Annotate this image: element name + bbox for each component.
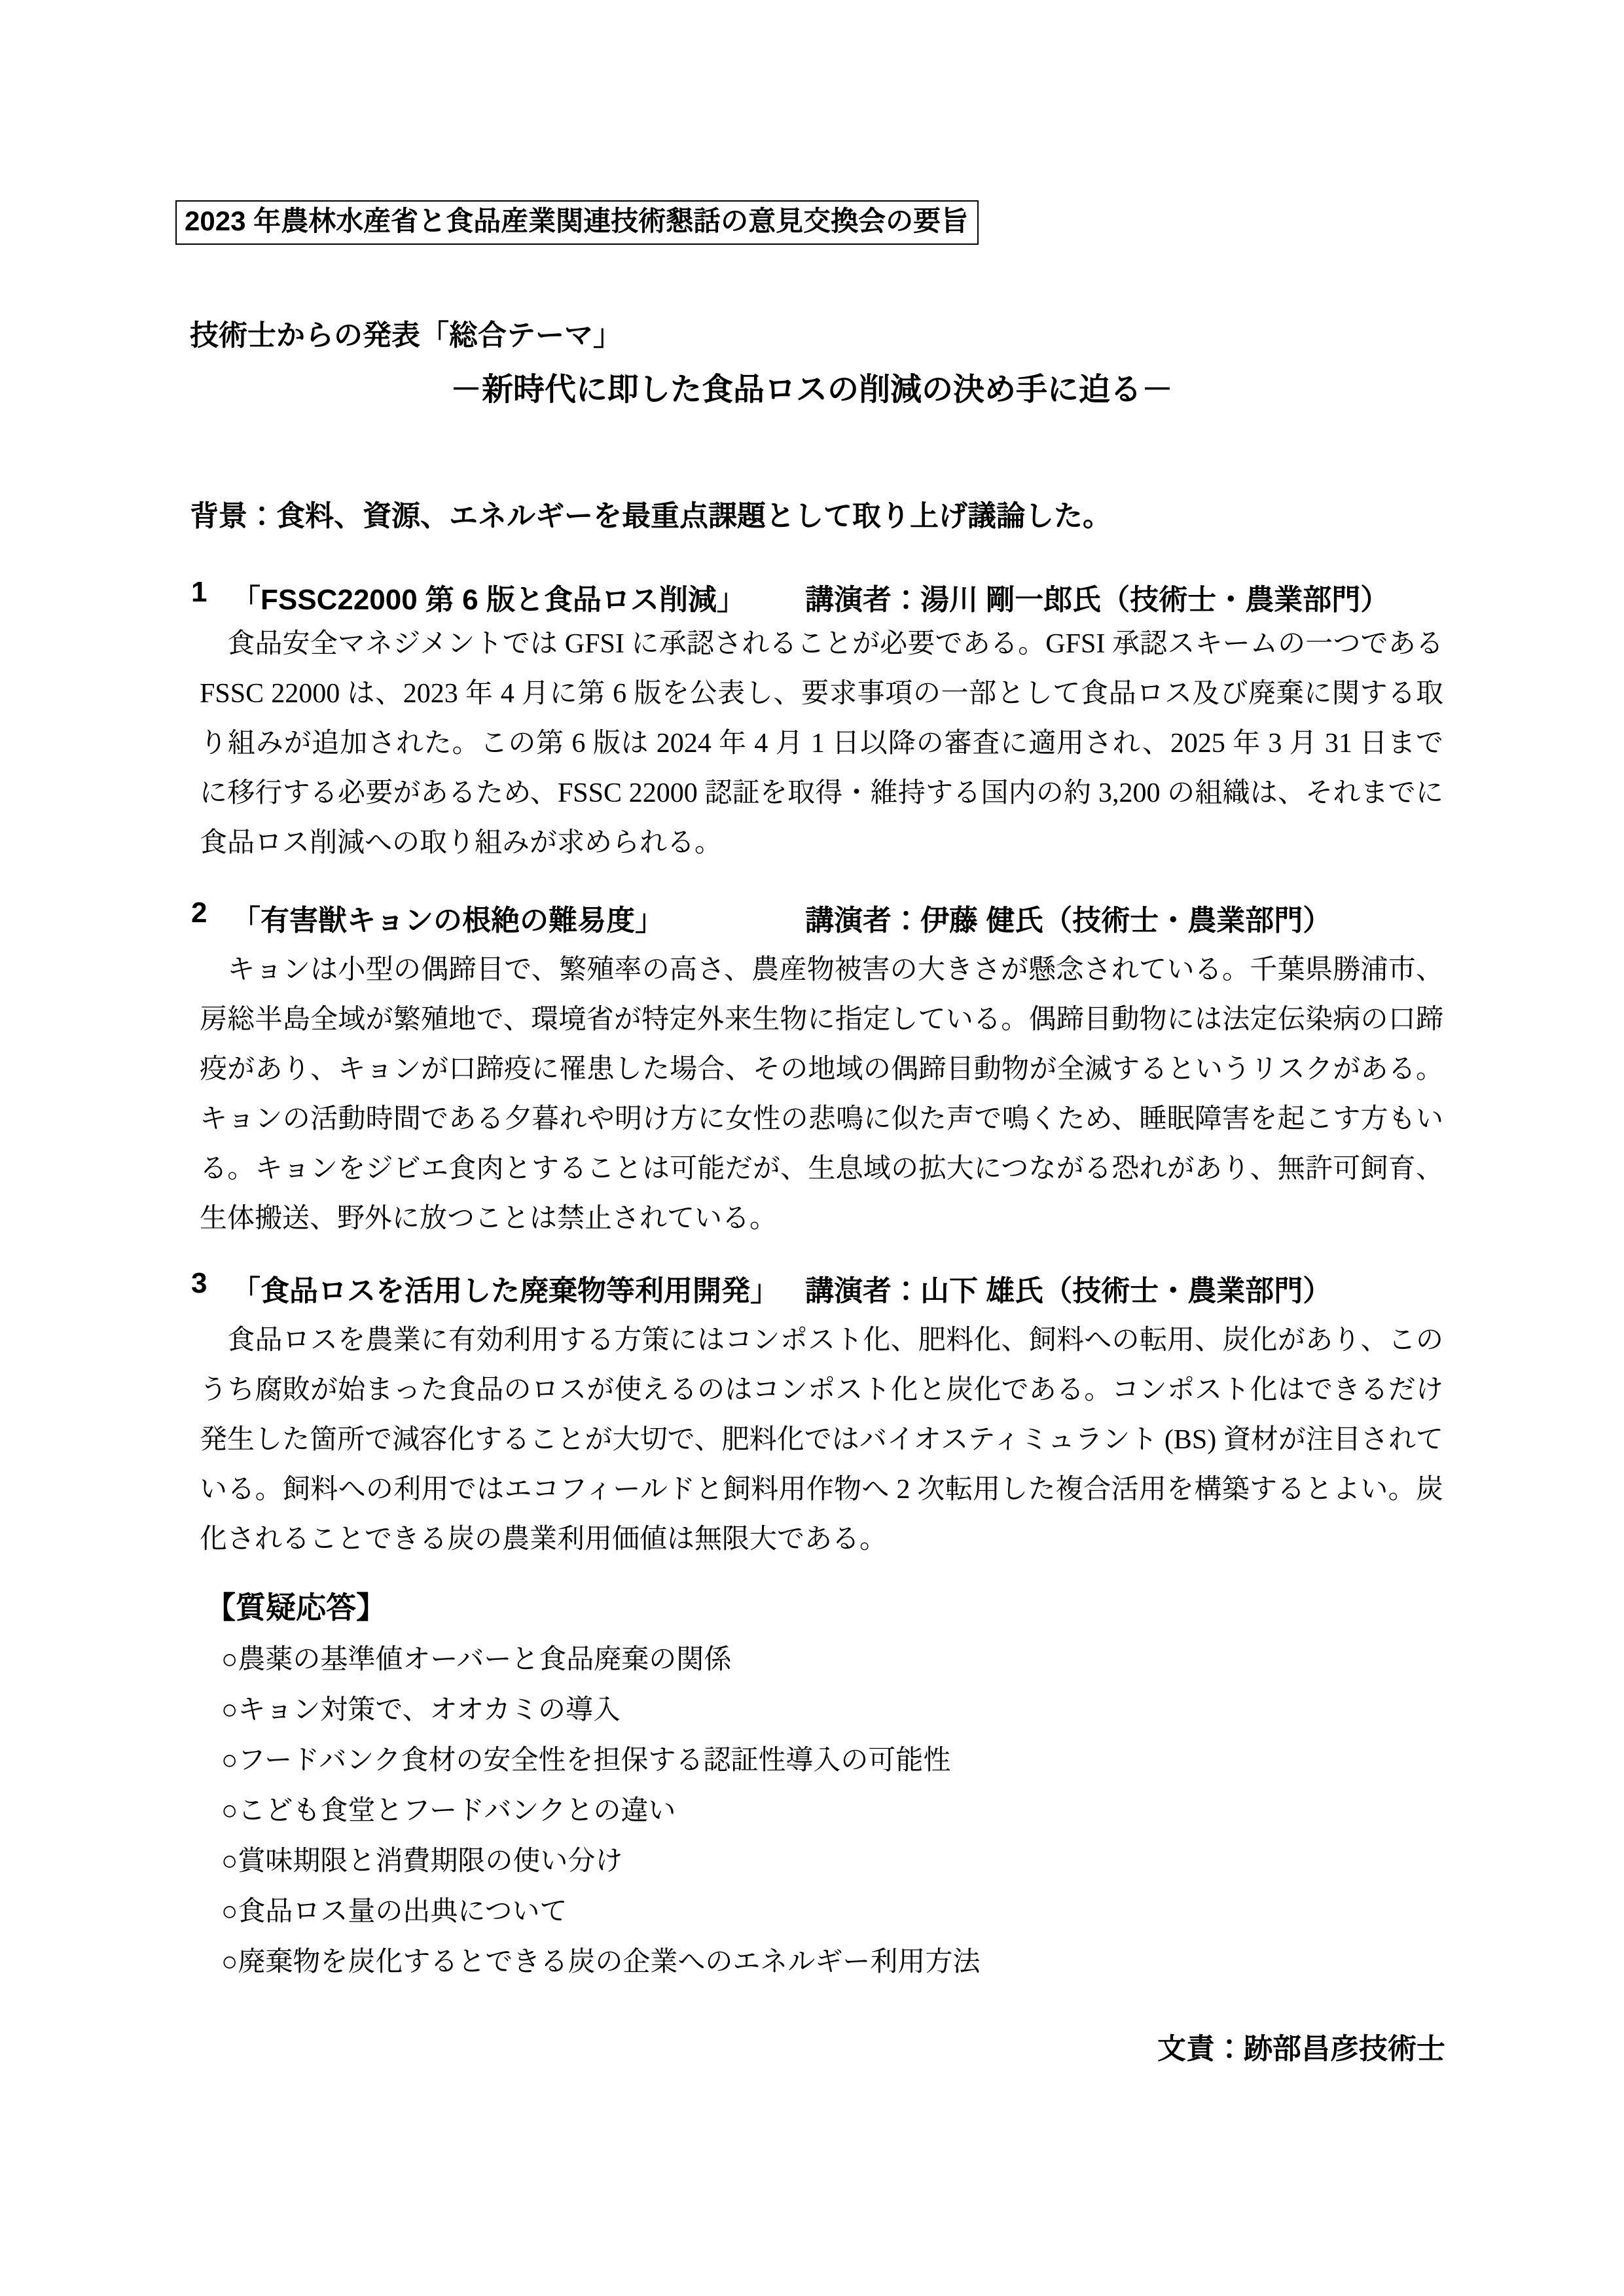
section-1-title: 「FSSC22000 第 6 版と食品ロス削減」 — [232, 584, 746, 616]
section-1-number: 1 — [191, 576, 208, 608]
qa-item: ○廃棄物を炭化するとできる炭の企業へのエネルギー利用方法 — [221, 1947, 981, 1977]
background-statement: 背景：食料、資源、エネルギーを最重点課題として取り上げ議論した。 — [190, 500, 1111, 532]
section-3-heading — [191, 1267, 1331, 1309]
qa-item: ○農薬の基準値オーバーと食品廃棄の関係 — [221, 1645, 732, 1675]
theme-subtitle: －新時代に即した食品ロスの削減の決め手に迫る－ — [450, 372, 1173, 407]
qa-item: ○キョン対策で、オオカミの導入 — [221, 1695, 621, 1725]
qa-item: ○賞味期限と消費期限の使い分け — [221, 1846, 623, 1876]
section-2-speaker: 講演者：伊藤 健氏（技術士・農業部門） — [805, 905, 1332, 937]
qa-item: ○食品ロス量の出典について — [221, 1897, 568, 1927]
section-2-body: キョンは小型の偶蹄目で、繁殖率の高さ、農産物被害の大きさが懸念されている。千葉県勝浦市、房総半島全域が繁殖地で、環境省が特定外来生物に指定している。偶蹄目動物には法定伝染病の口蹄疫があり、キョンが口蹄疫に罹患した場合、その地域の偶蹄目動物が全滅するというリスクがある。キョンの活動時間である夕暮れや明け方に女性の悲鳴に似た声で鳴くため、睡眠障害を起こす方もいる。キョンをジビエ食肉とすることは可能だが、生息域の拡大につながる恐れがあり、無許可飼育、生体搬送、野外に放つことは禁止されている。 — [200, 955, 1443, 1234]
document-title: 2023 年農林水産省と食品産業関連技術懇話の意見交換会の要旨 — [185, 206, 969, 236]
document-title-box — [175, 200, 979, 245]
section-3-title: 「食品ロスを活用した廃棄物等利用開発」 — [232, 1275, 779, 1307]
qa-list — [221, 1635, 980, 1988]
section-3-speaker: 講演者：山下 雄氏（技術士・農業部門） — [805, 1275, 1332, 1307]
section-3-body: 食品ロスを農業に有効利用する方策にはコンポスト化、肥料化、飼料への転用、炭化があり、このうち腐敗が始まった食品のロスが使えるのはコンポスト化と炭化である。コンポスト化はできるだけ発生した箇所で減容化することが大切で、肥料化ではバイオスティミュラント (BS) 資材が注目されている。飼料への利用ではエコフィールドと飼料用作物へ 2 次転用した複合活用を構築するとよい。炭化されることできる炭の農業利用価値は無限大である。 — [200, 1325, 1443, 1554]
qa-item: ○こども食堂とフードバンクとの違い — [221, 1796, 676, 1826]
section-2-title: 「有害獣キョンの根絶の難易度」 — [232, 905, 664, 937]
presentation-label: 技術士からの発表「総合テーマ」 — [190, 319, 622, 351]
section-2-heading — [191, 897, 1331, 939]
author-credit: 文責：跡部昌彦技術士 — [1157, 2033, 1445, 2065]
section-2-number: 2 — [191, 897, 208, 929]
section-3-number: 3 — [191, 1267, 208, 1299]
qa-item: ○フードバンク食材の安全性を担保する認証性導入の可能性 — [221, 1746, 951, 1776]
section-1-speaker: 講演者：湯川 剛一郎氏（技術士・農業部門） — [805, 584, 1390, 616]
section-1-body: 食品安全マネジメントでは GFSI に承認されることが必要である。GFSI 承認スキームの一つである FSSC 22000 は、2023 年 4 月に第 6 版を公表し、要求事項の一部として食品ロス及び廃棄に関する取り組みが追加された。この第 6 版は 2024 年 4 月 1 日以降の審査に適用され、2025 年 3 月 31 日までに移行する必要があるため、FSSC 22000 認証を取得・維持する国内の約 3,200 の組織は、それまでに食品ロス削減への取り組みが求められる。 — [200, 629, 1443, 858]
qa-heading: 【質疑応答】 — [206, 1590, 386, 1624]
section-1-heading — [191, 576, 1389, 618]
